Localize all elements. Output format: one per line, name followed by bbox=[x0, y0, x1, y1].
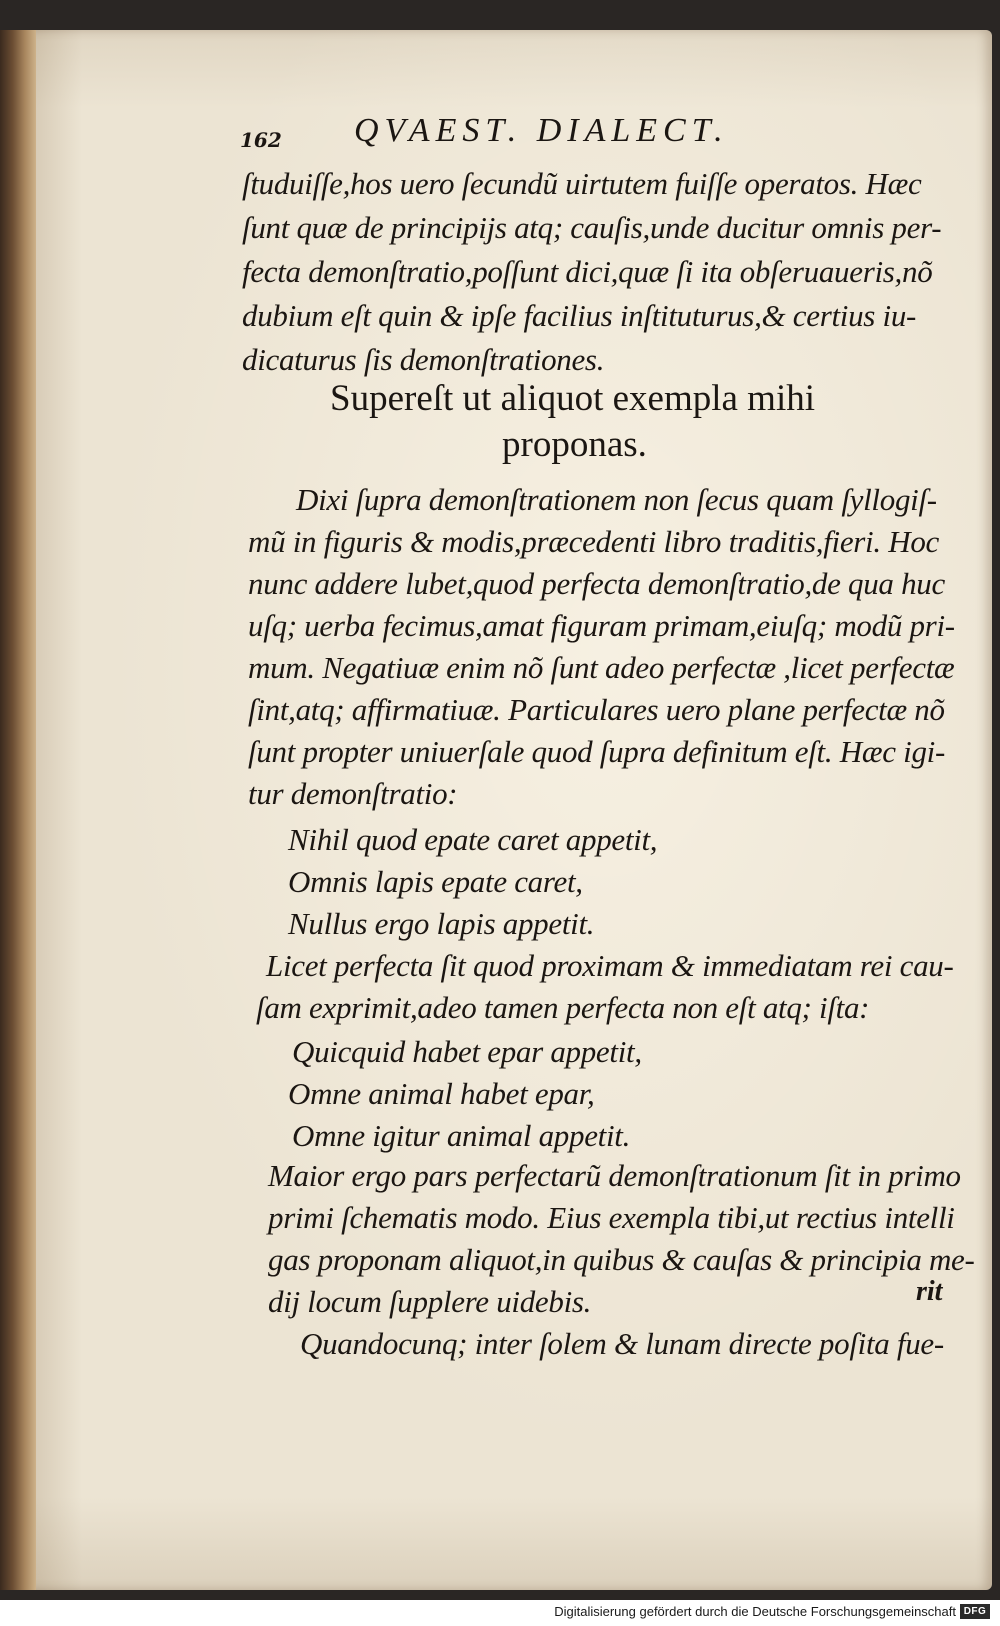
syllogism-line: Nihil quod epate caret appetit, bbox=[288, 822, 658, 857]
section-heading-line: Supereſt ut aliquot exempla mihi bbox=[330, 378, 816, 419]
text-line: primi ſchematis modo. Eius exempla tibi,ut rectius intelli bbox=[268, 1200, 955, 1235]
text-line: ſtuduiſſe,hos uero ſecundũ uirtutem fuiſſe operatos. Hæc bbox=[242, 166, 922, 201]
page-header bbox=[240, 112, 940, 156]
text-line: uſq; uerba fecimus,amat figuram primam,eiuſq; modũ pri- bbox=[248, 608, 955, 643]
page-binding-edge bbox=[0, 30, 36, 1590]
text-line: tur demonſtratio: bbox=[248, 776, 458, 811]
text-line: mum. Negatiuæ enim nõ ſunt adeo perfectæ ,licet perfectæ bbox=[248, 650, 955, 685]
text-line: nunc addere lubet,quod perfecta demonſtratio,de qua huc bbox=[248, 566, 945, 601]
text-line: Dixi ſupra demonſtrationem non ſecus quam ſyllogiſ- bbox=[296, 482, 937, 517]
text-line: dubium eſt quin & ipſe facilius inſtituturus,& certius iu- bbox=[242, 298, 917, 333]
text-line: gas proponam aliquot,in quibus & cauſas & principia me- bbox=[268, 1242, 975, 1277]
text-line: ſunt quæ de principijs atq; cauſis,unde ducitur omnis per- bbox=[242, 210, 942, 245]
text-line: mũ in figuris & modis,præcedenti libro traditis,fieri. Hoc bbox=[248, 524, 940, 559]
syllogism-line: Nullus ergo lapis appetit. bbox=[288, 906, 595, 941]
text-line: dij locum ſupplere uidebis. bbox=[268, 1284, 592, 1319]
syllogism-line: Omnis lapis epate caret, bbox=[288, 864, 583, 899]
text-line: fecta demonſtratio,poſſunt dici,quæ ſi ita obſeruaueris,nõ bbox=[242, 254, 933, 289]
page-number: 162 bbox=[240, 128, 282, 152]
digitization-credit: Digitalisierung gefördert durch die Deutsche Forschungsgemeinschaft bbox=[554, 1604, 956, 1619]
text-line: ſint,atq; affirmatiuæ. Particulares uero plane perfectæ nõ bbox=[248, 692, 945, 727]
text-line: ſam exprimit,adeo tamen perfecta non eſt atq; iſta: bbox=[256, 990, 870, 1025]
dfg-logo: DFG bbox=[960, 1604, 990, 1619]
syllogism-line: Omne animal habet epar, bbox=[288, 1076, 595, 1111]
text-line: ſunt propter uniuerſale quod ſupra definitum eſt. Hæc igi- bbox=[248, 734, 945, 769]
text-line: dicaturus ſis demonſtrationes. bbox=[242, 342, 605, 377]
running-title: QVAEST. DIALECT. bbox=[354, 112, 729, 149]
syllogism-line: Quicquid habet epar appetit, bbox=[292, 1034, 642, 1069]
text-line: Maior ergo pars perfectarũ demonſtrationum ſit in primo bbox=[268, 1158, 961, 1193]
text-line: Licet perfecta ſit quod proximam & immediatam rei cau- bbox=[266, 948, 954, 983]
section-heading-line: proponas. bbox=[502, 424, 647, 465]
catchword: rit bbox=[916, 1276, 943, 1307]
syllogism-line: Omne igitur animal appetit. bbox=[292, 1118, 631, 1153]
text-line: Quandocunq; inter ſolem & lunam directe poſita fue- bbox=[300, 1326, 944, 1361]
